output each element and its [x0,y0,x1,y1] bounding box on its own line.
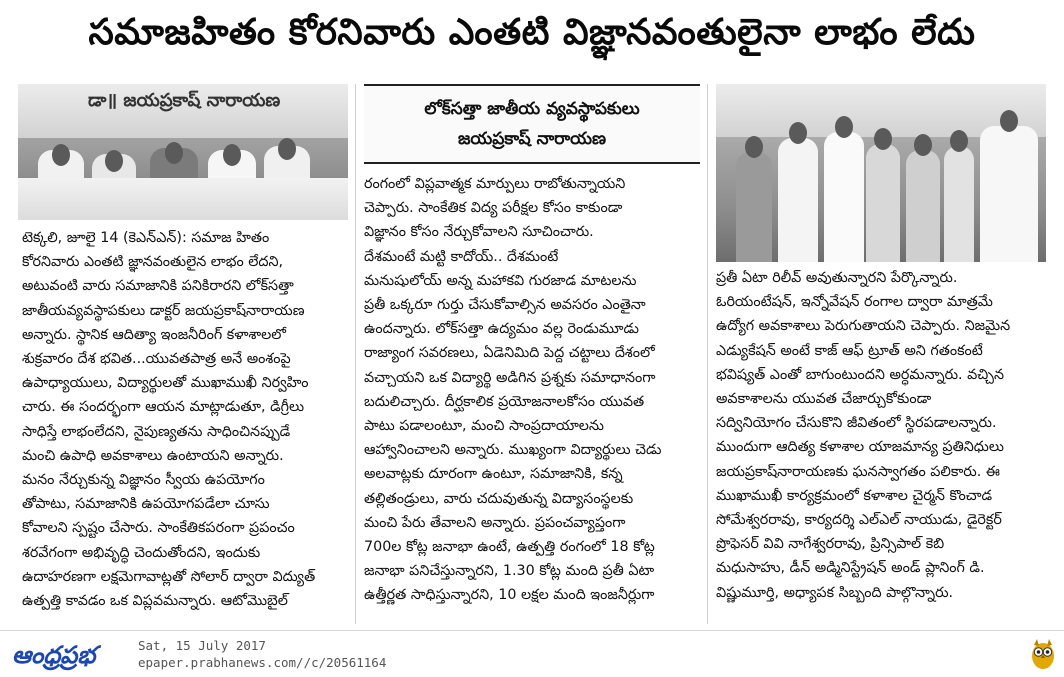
article-line: అన్నారు. స్థానిక ఆదిత్యా ఇంజనీరింగ్ కళాశాలలో [22,326,286,343]
article-line: జాతీయవ్యవస్థాపకులు డాక్టర్ జయప్రకాష్‌నారాయణ [22,302,305,319]
article-line: జయప్రకాష్‌నారాయణకు ఘనస్వాగతం పలికారు. ఈ [716,463,1001,480]
photo-person-head [165,142,183,164]
article-line: ఉందన్నారు. లోక్‌సత్తా ఉద్యమం వల్ల రెండుమూడు [364,321,639,338]
article-line: కోవాలని స్పష్టం చేసారు. సాంకేతికపరంగా ప్రపంచం [22,520,295,537]
article-line: ఉత్తీర్ణత సాధిస్తున్నారని, 10 లక్షల మంది ఇంజనీర్లుగా [364,587,655,604]
photo-person [824,132,864,262]
article-line: ఉద్యోగ అవకాశాలు పెరుగుతాయని చెప్పారు. నిజమైన [716,318,1011,335]
photo-person-head [745,136,763,158]
photo-person-head [914,134,932,156]
article-line: ఆహ్వానించాలని అన్నారు. ముఖ్యంగా విద్యార్థులు చెడు [364,442,662,459]
photo-person-head [278,138,296,160]
article-line: భవిష్యత్ ఎంతో బాగుంటుందని అర్ధమన్నారు. వచ్చిన [716,366,1004,383]
photo-person [944,146,974,262]
photo-person-head [105,150,123,172]
article-line: మధుసాహు, డీన్ అడ్మినిస్ట్రేషన్ అండ్ ప్లానింగ్ డి. [716,560,985,577]
article-line: తోపాటు, సమాజానికి ఉపయోగపడేలా చూసు [22,496,270,513]
column-rule [355,84,356,624]
photo-banner-text: డా॥ జయప్రకాష్ నారాయణ [88,90,281,111]
article-line: కోరనివారు ఎంతటి జ్ఞానవంతులైన లాభం లేదని, [22,254,284,271]
photo-banner [18,84,348,138]
article-line: సాధిస్తే లాభంలేదని, నైపుణ్యతను సాధించినప్పుడే [22,423,291,440]
photo-table [18,178,348,220]
article-line: రంగంలో విప్లవాత్మక మార్పులు రాబోతున్నాయని [364,176,626,192]
article-line: 700ల కోట్ల జనాభా ఉంటే, ఉత్పత్తి రంగంలో 18 కోట్ల [364,539,655,556]
article-line: జనాభా పనిచేస్తున్నారని, 1.30 కోట్ల మంది ప్రతీ ఏటా [364,563,655,580]
photo-felicitation [716,84,1046,262]
article-line: చారు. ఈ సందర్భంగా ఆయన మాట్లాడుతూ, డిగ్రీలు [22,399,305,416]
article-line: ఉపాధ్యాయులు, విద్యార్థులతో ముఖాముఖీ నిర్వహిం [22,375,309,392]
photo-person-head [52,144,70,166]
photo-event-stage [18,84,348,220]
edition-url[interactable]: epaper.prabhanews.com//c/20561164 [138,655,387,670]
article-line: మంచి ఉపాధి అవకాశాలు ఉంటాయని అన్నారు. [22,447,284,464]
photo-person [736,152,772,262]
article-line: ఉదాహరణగా లక్షమెగావాట్లతో సోలార్ ద్వారా విద్యుత్ [22,568,316,585]
photo-person [778,138,818,262]
article-line: ఓరియంటేషన్, ఇన్నోవేషన్ రంగాల ద్వారా మాత్రమే [716,294,993,311]
article-line: సోమేశ్వరరావు, కార్యదర్శి ఎల్ఎల్ నాయుడు, డైరెక్టర్ [716,512,1002,529]
photo-person-head [950,130,968,152]
article-column-left [22,226,348,613]
headline: సమాజహితం కోరనివారు ఎంతటి విజ్ఞానవంతులైనా లాభం లేదు [88,12,976,53]
article-line: ముఖాముఖీ కార్యక్రమంలో కళాశాల చైర్మన్ కొంచాడ [716,487,993,504]
epaper-footer [0,630,1064,677]
edition-date: Sat, 15 July 2017 [138,638,266,653]
article-line: ప్రొఫెసర్ వివి నాగేశ్వరరావు, ప్రిన్సిపాల్ కెబి [716,536,945,553]
article-line: సద్వినియోగం చేసుకొని జీవితంలో స్థిరపడాలన్నారు. [716,415,997,432]
article-line: ముందుగా ఆదిత్య కళాశాల యాజమాన్య ప్రతినిధులు [716,439,1004,456]
article-line: ప్రతీ ఏటా రిలీవ్ అవుతున్నారని పేర్కొన్నారు. [716,270,958,286]
article-line: అలవాట్లకు దూరంగా ఉంటూ, సమాజానికి, కన్న [364,466,623,483]
article-line: తల్లితండ్రులు, వారు చదువుతున్న విద్యాసంస్థలకు [364,490,634,507]
article-line: శరవేగంగా అభివృద్ధి చెందుతోందని, ఇందుకు [22,544,261,561]
photo-person-head [1000,110,1018,132]
brand-logo[interactable]: ఆంధ్రప్రభ [12,641,96,669]
article-line: అటువంటి వారు సమాజానికి పనికిరారని లోక్‌సత్తా [22,278,294,295]
column-rule [707,84,708,624]
article-line: మనం నేర్చుకున్న విజ్ఞానం స్వీయ ఉపయోగం [22,472,265,489]
photo-person-head [874,128,892,150]
photo-person [906,150,940,262]
article-line: దేశమంటే మట్టి కాదోయ్.. దేశమంటే [364,248,559,265]
edition-meta [138,637,386,671]
owl-icon [1030,637,1056,671]
article-line: విష్ణుమూర్తి, అధ్యాపక సిబ్బంది పాల్గొన్నారు. [716,584,954,601]
article-line: బదులిచ్చారు. దీర్ఘకాలిక ప్రయోజనాలకోసం యువత [364,393,645,410]
photo-person-head [789,122,807,144]
article-line: శుక్రవారం దేశ భవిత...యువతపాత్ర అనే అంశంపై [22,351,291,368]
photo-person-head [835,116,853,138]
article-line: విజ్ఞానం కోసం నేర్చుకోవాలని సూచించారు. [364,224,594,241]
article-column-right [716,266,1050,605]
article-line: రాజ్యాంగ సవరణలు, ఏడెనిమిది పెద్ద చట్టాలు దేశంలో [364,345,655,362]
photo-person [866,144,900,262]
photo-person [980,126,1038,262]
kicker-line-2: జయప్రకాష్ నారాయణ [457,129,607,149]
article-line: మనుషులోయ్ అన్న మహాకవి గురజాడ మాటలను [364,272,637,289]
article-line: చెప్పారు. సాంకేతిక విద్య పరీక్షల కోసం కాకుండా [364,200,623,217]
article-column-middle [364,172,700,608]
article-line: ఎడ్యుకేషన్ అంటే కాజ్ ఆఫ్ ట్రూత్ అని గతంకంటే [716,342,983,359]
article-line: ఉత్పత్తి కావడం ఒక విప్లవమన్నారు. ఆటోమొబైల్ [22,593,288,610]
article-line: అవకాశాలను యువత చేజార్చుకోకుండా [716,391,932,408]
article-line: పాటు పడాలంటూ, మంచి సాంప్రదాయాలను [364,418,604,435]
kicker-box [364,84,700,164]
kicker-line-1: లోక్‌సత్తా జాతీయ వ్యవస్థాపకులు [424,99,640,119]
photo-person-head [223,144,241,166]
article-line: టెక్కలి, జూలై 14 (కెఎన్ఎన్): సమాజ హితం [22,230,270,246]
article-line: ప్రతీ ఒక్కరూ గుర్తు చేసుకోవాల్సిన అవసరం ఎంతైనా [364,297,646,314]
article-line: వచ్చాయని ఒక విద్యార్థి అడిగిన ప్రశ్నకు సమాధానంగా [364,369,656,386]
article-line: మంచి పేరు తేవాలని అన్నారు. ప్రపంచవ్యాప్తంగా [364,514,626,531]
